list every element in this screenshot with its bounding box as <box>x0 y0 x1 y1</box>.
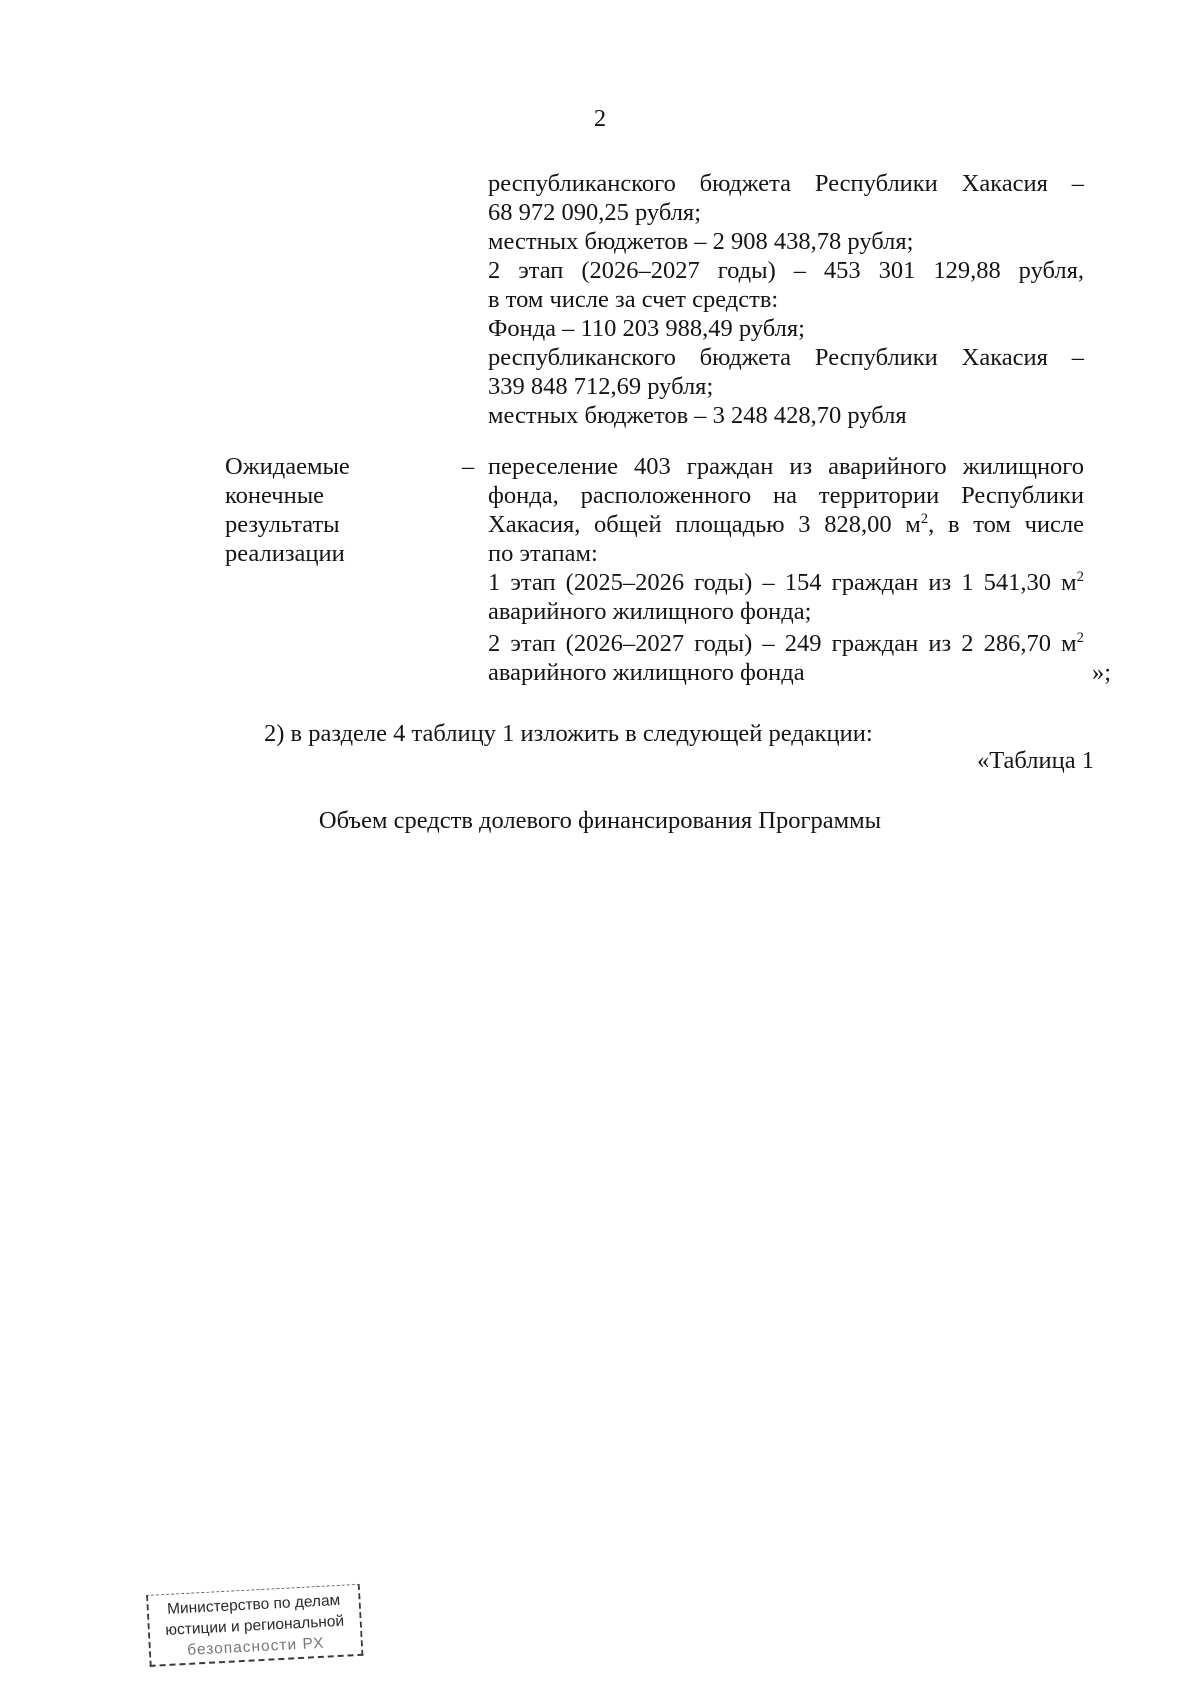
passport-line: местных бюджетов – 2 908 438,78 рубля; <box>488 228 914 255</box>
stamp-line: юстиции и региональной <box>164 1612 345 1640</box>
stamp-line: безопасности РХ <box>186 1634 325 1659</box>
result-line-tail: , в том числе <box>928 511 1084 538</box>
passport-line: Фонда – 110 203 988,49 рубля; <box>488 315 805 342</box>
result-line: аварийного жилищного фонда <box>488 659 805 686</box>
registration-stamp <box>146 1584 363 1667</box>
result-line-text: 2 этап (2026–2027 годы) – 249 граждан из 2 286,70 м <box>488 630 1077 657</box>
page-number: 2 <box>593 105 607 132</box>
passport-line: местных бюджетов – 3 248 428,70 рубля <box>488 402 907 429</box>
row-label-line: Ожидаемые <box>225 453 350 480</box>
stamp-line: Министерство по делам <box>166 1591 341 1618</box>
passport-line: 339 848 712,69 рубля; <box>488 373 714 400</box>
row-label-line: результаты <box>225 511 340 538</box>
result-line: аварийного жилищного фонда; <box>488 598 812 625</box>
table-label: «Таблица 1 <box>976 747 1094 774</box>
passport-line: 68 972 090,25 рубля; <box>488 199 702 226</box>
table-title: Объем средств долевого финансирования Программы <box>318 807 882 834</box>
passport-line: в том числе за счет средств: <box>488 286 779 313</box>
passport-line: 2 этап (2026–2027 годы) – 453 301 129,88 рубля, <box>488 257 1084 284</box>
result-line: фонда, расположенного на территории Республики <box>488 482 1084 509</box>
superscript: 2 <box>1076 629 1084 646</box>
superscript: 2 <box>920 510 929 527</box>
result-line <box>488 629 1084 658</box>
result-line: по этапам: <box>488 540 598 567</box>
closing-quote: »; <box>1092 659 1112 686</box>
row-label-line: реализации <box>225 540 345 567</box>
superscript: 2 <box>1076 568 1084 585</box>
result-line <box>488 568 1084 597</box>
passport-line: республиканского бюджета Республики Хакасия – <box>488 344 1084 371</box>
row-dash: – <box>462 453 475 480</box>
passport-line: республиканского бюджета Республики Хакасия – <box>488 170 1084 197</box>
amendment-item-2: 2) в разделе 4 таблицу 1 изложить в следующей редакции: <box>264 720 873 747</box>
result-line <box>488 510 1084 539</box>
result-line: переселение 403 граждан из аварийного жилищного <box>488 453 1084 480</box>
result-line-text: 1 этап (2025–2026 годы) – 154 граждан из 1 541,30 м <box>488 569 1077 596</box>
row-label-line: конечные <box>225 482 325 509</box>
result-line-text: Хакасия, общей площадью 3 828,00 м <box>488 511 921 538</box>
